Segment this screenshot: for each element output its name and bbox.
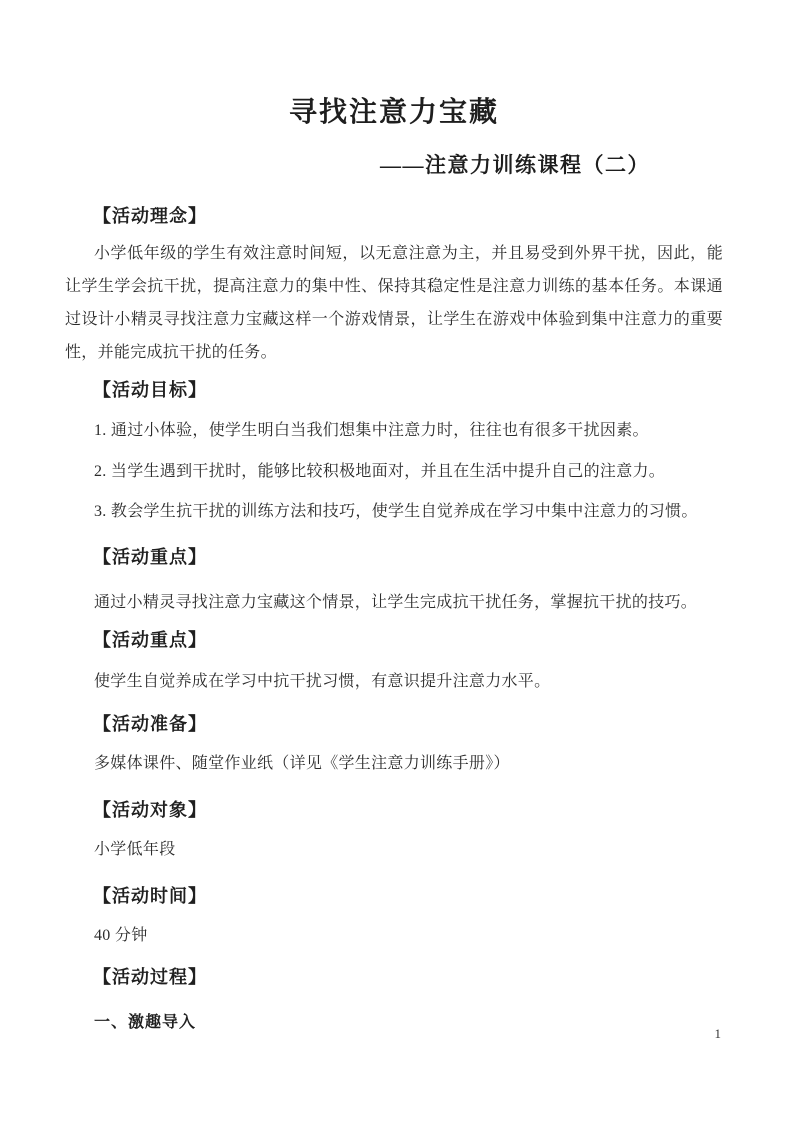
doc-title: 寻找注意力宝藏 xyxy=(288,97,499,128)
section-heading-time: 【活动时间】 xyxy=(93,886,207,906)
section-heading-preparation: 【活动准备】 xyxy=(93,714,207,734)
section-paragraph-audience: 小学低年段 xyxy=(94,841,176,858)
goal-item-1: 1. 通过小体验，使学生明白当我们想集中注意力时，往往也有很多干扰因素。 xyxy=(94,422,649,439)
section-heading-concept: 【活动理念】 xyxy=(93,206,207,226)
section-heading-key-point-2: 【活动重点】 xyxy=(93,630,207,650)
section-paragraph-concept: 小学低年级的学生有效注意时间短，以无意注意为主，并且易受到外界干扰，因此，能让学生学会抗干扰，提高注意力的集中性、保持其稳定性是注意力训练的基本任务。本课通过设计小精灵寻找注意力宝藏这样一个游戏情景，让学生在游戏中体验到集中注意力的重要性，并能完成抗干扰的任务。 xyxy=(65,245,723,361)
goal-item-3: 3. 教会学生抗干扰的训练方法和技巧，使学生自觉养成在学习中集中注意力的习惯。 xyxy=(94,503,698,520)
section-paragraph-time: 40 分钟 xyxy=(94,927,148,944)
page-number: 1 xyxy=(714,1026,721,1041)
section-paragraph-preparation: 多媒体课件、随堂作业纸（详见《学生注意力训练手册》） xyxy=(94,755,510,772)
section-heading-process: 【活动过程】 xyxy=(93,967,207,987)
section-paragraph-key-point-2: 使学生自觉养成在学习中抗干扰习惯，有意识提升注意力水平。 xyxy=(94,673,551,690)
section-heading-audience: 【活动对象】 xyxy=(93,800,207,820)
process-step-1: 一、激趣导入 xyxy=(94,1014,197,1031)
section-heading-goals: 【活动目标】 xyxy=(93,380,207,400)
section-heading-key-point: 【活动重点】 xyxy=(93,547,207,567)
goal-item-2: 2. 当学生遇到干扰时，能够比较积极地面对，并且在生活中提升自己的注意力。 xyxy=(94,463,666,480)
doc-subtitle: ——注意力训练课程（二） xyxy=(380,153,650,177)
section-paragraph-key-point: 通过小精灵寻找注意力宝藏这个情景，让学生完成抗干扰任务，掌握抗干扰的技巧。 xyxy=(94,594,698,611)
